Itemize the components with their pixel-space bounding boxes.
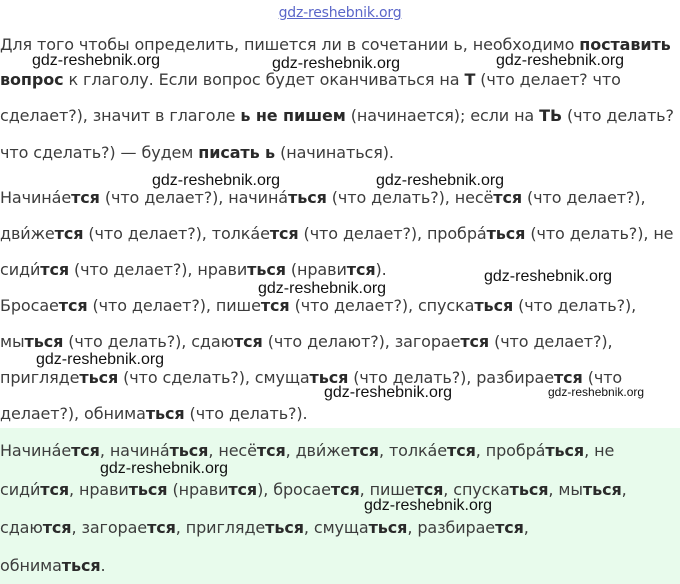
text-fragment: (что делают?), загорае bbox=[262, 332, 461, 351]
bold-fragment: тся bbox=[54, 224, 84, 243]
bold-fragment: тся bbox=[330, 480, 360, 499]
text-fragment: (начинаться). bbox=[275, 143, 394, 162]
text-fragment: , мы bbox=[548, 480, 583, 499]
watermark: gdz-reshebnik.org bbox=[152, 172, 281, 189]
bold-fragment: ться bbox=[128, 480, 168, 499]
text-fragment: (нрави bbox=[285, 260, 347, 279]
text-fragment: , загорае bbox=[71, 518, 148, 537]
examples-line-3 bbox=[0, 260, 387, 279]
text-fragment: ), бросае bbox=[257, 480, 331, 499]
bold-fragment: тся bbox=[447, 441, 476, 460]
text-fragment: приглядe bbox=[0, 368, 80, 387]
watermark: gdz-reshebnik.org bbox=[376, 172, 505, 189]
bold-fragment: тся bbox=[40, 480, 69, 499]
text-fragment: , спуска bbox=[443, 480, 510, 499]
bold-fragment: тся bbox=[495, 518, 524, 537]
text-fragment: сдаю bbox=[0, 518, 43, 537]
text-fragment: , разбирае bbox=[407, 518, 496, 537]
text-fragment: обнима bbox=[0, 556, 62, 575]
bold-fragment: Т bbox=[464, 70, 476, 89]
text-fragment: , не bbox=[584, 441, 615, 460]
bold-fragment: поставить bbox=[579, 35, 671, 54]
watermark: gdz-reshebnik.org bbox=[324, 384, 453, 401]
bold-fragment: ться bbox=[288, 188, 327, 207]
bold-fragment: ться bbox=[247, 260, 286, 279]
watermark-top-link[interactable]: gdz-reshebnik.org bbox=[278, 5, 402, 21]
text-fragment: , пробра́ bbox=[475, 441, 546, 460]
bold-fragment: ться bbox=[582, 480, 622, 499]
bold-fragment: ТЬ bbox=[539, 106, 563, 125]
watermark: gdz-reshebnik.org bbox=[272, 55, 401, 72]
text-fragment: (что делает?), спуска bbox=[289, 296, 475, 315]
bold-fragment: тся bbox=[147, 518, 176, 537]
text-fragment: (что делать? bbox=[562, 106, 674, 125]
text-fragment: (что делает?), начина́ bbox=[99, 188, 289, 207]
text-fragment: (что делает? что bbox=[475, 70, 621, 89]
watermark: gdz-reshebnik.org bbox=[496, 52, 625, 69]
examples-line-4 bbox=[0, 296, 636, 315]
bold-fragment: тся bbox=[256, 441, 286, 460]
bold-fragment: писать ь bbox=[198, 143, 276, 162]
bold-fragment: ться bbox=[79, 368, 119, 387]
text-fragment: , начина́ bbox=[99, 441, 170, 460]
bold-fragment: тся bbox=[58, 296, 88, 315]
watermark: gdz-reshebnik.org bbox=[100, 460, 229, 477]
bold-fragment: ться bbox=[474, 296, 514, 315]
text-fragment: , нрави bbox=[69, 480, 129, 499]
rule-line-4 bbox=[0, 143, 394, 162]
text-fragment: (что делать?), не bbox=[525, 224, 674, 243]
bold-fragment: тся bbox=[71, 441, 100, 460]
answer-line-2 bbox=[0, 480, 627, 499]
bold-fragment: тся bbox=[493, 188, 523, 207]
examples-line-5 bbox=[0, 332, 612, 351]
text-fragment: (что делает?), пробра́ bbox=[298, 224, 487, 243]
text-fragment: , bbox=[621, 480, 627, 499]
text-fragment: (что делать?), сдаю bbox=[63, 332, 234, 351]
text-fragment: (что сделать?), смуща bbox=[118, 368, 310, 387]
bold-fragment: тся bbox=[460, 332, 490, 351]
text-fragment: , несё bbox=[208, 441, 257, 460]
bold-fragment: ться bbox=[169, 441, 209, 460]
bold-fragment: ться bbox=[486, 224, 526, 243]
text-fragment: (что bbox=[582, 368, 623, 387]
bold-fragment: ться bbox=[545, 441, 585, 460]
bold-fragment: ться bbox=[509, 480, 549, 499]
bold-fragment: тся bbox=[346, 260, 376, 279]
bold-fragment: ться bbox=[309, 368, 349, 387]
text-fragment: сиди́ bbox=[0, 480, 41, 499]
text-fragment: Начина́е bbox=[0, 441, 72, 460]
watermark: gdz-reshebnik.org bbox=[484, 268, 613, 285]
bold-fragment: тся bbox=[350, 441, 379, 460]
text-fragment: Начина́е bbox=[0, 188, 72, 207]
text-fragment: (что делать?), несё bbox=[326, 188, 494, 207]
examples-line-6 bbox=[0, 368, 622, 387]
text-fragment: делает?), обнима bbox=[0, 404, 146, 423]
rule-line-3 bbox=[0, 106, 674, 125]
examples-line-7 bbox=[0, 404, 308, 423]
bold-fragment: ться bbox=[61, 556, 101, 575]
text-fragment: что сделать?) — будем bbox=[0, 143, 199, 162]
text-fragment: , толка́е bbox=[378, 441, 448, 460]
text-fragment: , дви́же bbox=[285, 441, 351, 460]
watermark: gdz-reshebnik.org bbox=[364, 497, 493, 514]
examples-line-2 bbox=[0, 224, 673, 243]
text-fragment: (что делает?), нрави bbox=[69, 260, 248, 279]
text-fragment: (нрави bbox=[167, 480, 229, 499]
text-fragment: , bbox=[523, 518, 529, 537]
bold-fragment: ться bbox=[368, 518, 408, 537]
watermark: gdz-reshebnik.org bbox=[548, 385, 645, 399]
text-fragment: к глаголу. Если вопрос будет оканчиваться на bbox=[63, 70, 465, 89]
bold-fragment: ться bbox=[145, 404, 185, 423]
text-fragment: Бросае bbox=[0, 296, 59, 315]
bold-fragment: тся bbox=[42, 518, 72, 537]
bold-fragment: вопрос bbox=[0, 70, 64, 89]
watermark: gdz-reshebnik.org bbox=[32, 52, 161, 69]
text-fragment: мы bbox=[0, 332, 25, 351]
text-fragment: . bbox=[100, 556, 106, 575]
bold-fragment: тся bbox=[233, 332, 263, 351]
text-fragment: (начинается); если на bbox=[345, 106, 540, 125]
bold-fragment: тся bbox=[260, 296, 290, 315]
answer-line-1 bbox=[0, 441, 614, 460]
bold-fragment: тся bbox=[71, 188, 100, 207]
text-fragment: сиди́ bbox=[0, 260, 41, 279]
text-fragment: (что делать?), разбирае bbox=[348, 368, 554, 387]
text-fragment: сделает?), значит в глаголе bbox=[0, 106, 241, 125]
text-fragment: (что делает?), bbox=[522, 188, 646, 207]
answer-line-4 bbox=[0, 556, 106, 575]
text-fragment: дви́же bbox=[0, 224, 55, 243]
bold-fragment: тся bbox=[554, 368, 583, 387]
bold-fragment: тся bbox=[228, 480, 258, 499]
text-fragment: (что делать?), bbox=[513, 296, 637, 315]
text-fragment: (что делает?), пише bbox=[87, 296, 261, 315]
watermark: gdz-reshebnik.org bbox=[36, 351, 165, 368]
watermark: gdz-reshebnik.org bbox=[258, 280, 387, 297]
answer-line-3 bbox=[0, 518, 529, 537]
bold-fragment: тся bbox=[414, 480, 444, 499]
text-fragment: (что делает?), толка́е bbox=[83, 224, 270, 243]
text-fragment: (что делать?). bbox=[184, 404, 308, 423]
text-fragment: , пише bbox=[359, 480, 415, 499]
examples-line-1 bbox=[0, 188, 645, 207]
bold-fragment: тся bbox=[269, 224, 299, 243]
text-fragment: , пригляде bbox=[175, 518, 266, 537]
text-fragment: (что делает?), bbox=[489, 332, 613, 351]
bold-fragment: тся bbox=[40, 260, 69, 279]
text-fragment: , смуща bbox=[303, 518, 369, 537]
text-fragment: ). bbox=[375, 260, 387, 279]
bold-fragment: ь не пишем bbox=[240, 106, 346, 125]
bold-fragment: ться bbox=[265, 518, 304, 537]
text-fragment: Для того чтобы определить, пишется ли в сочетании ь, необходимо bbox=[0, 35, 580, 54]
bold-fragment: ться bbox=[24, 332, 64, 351]
